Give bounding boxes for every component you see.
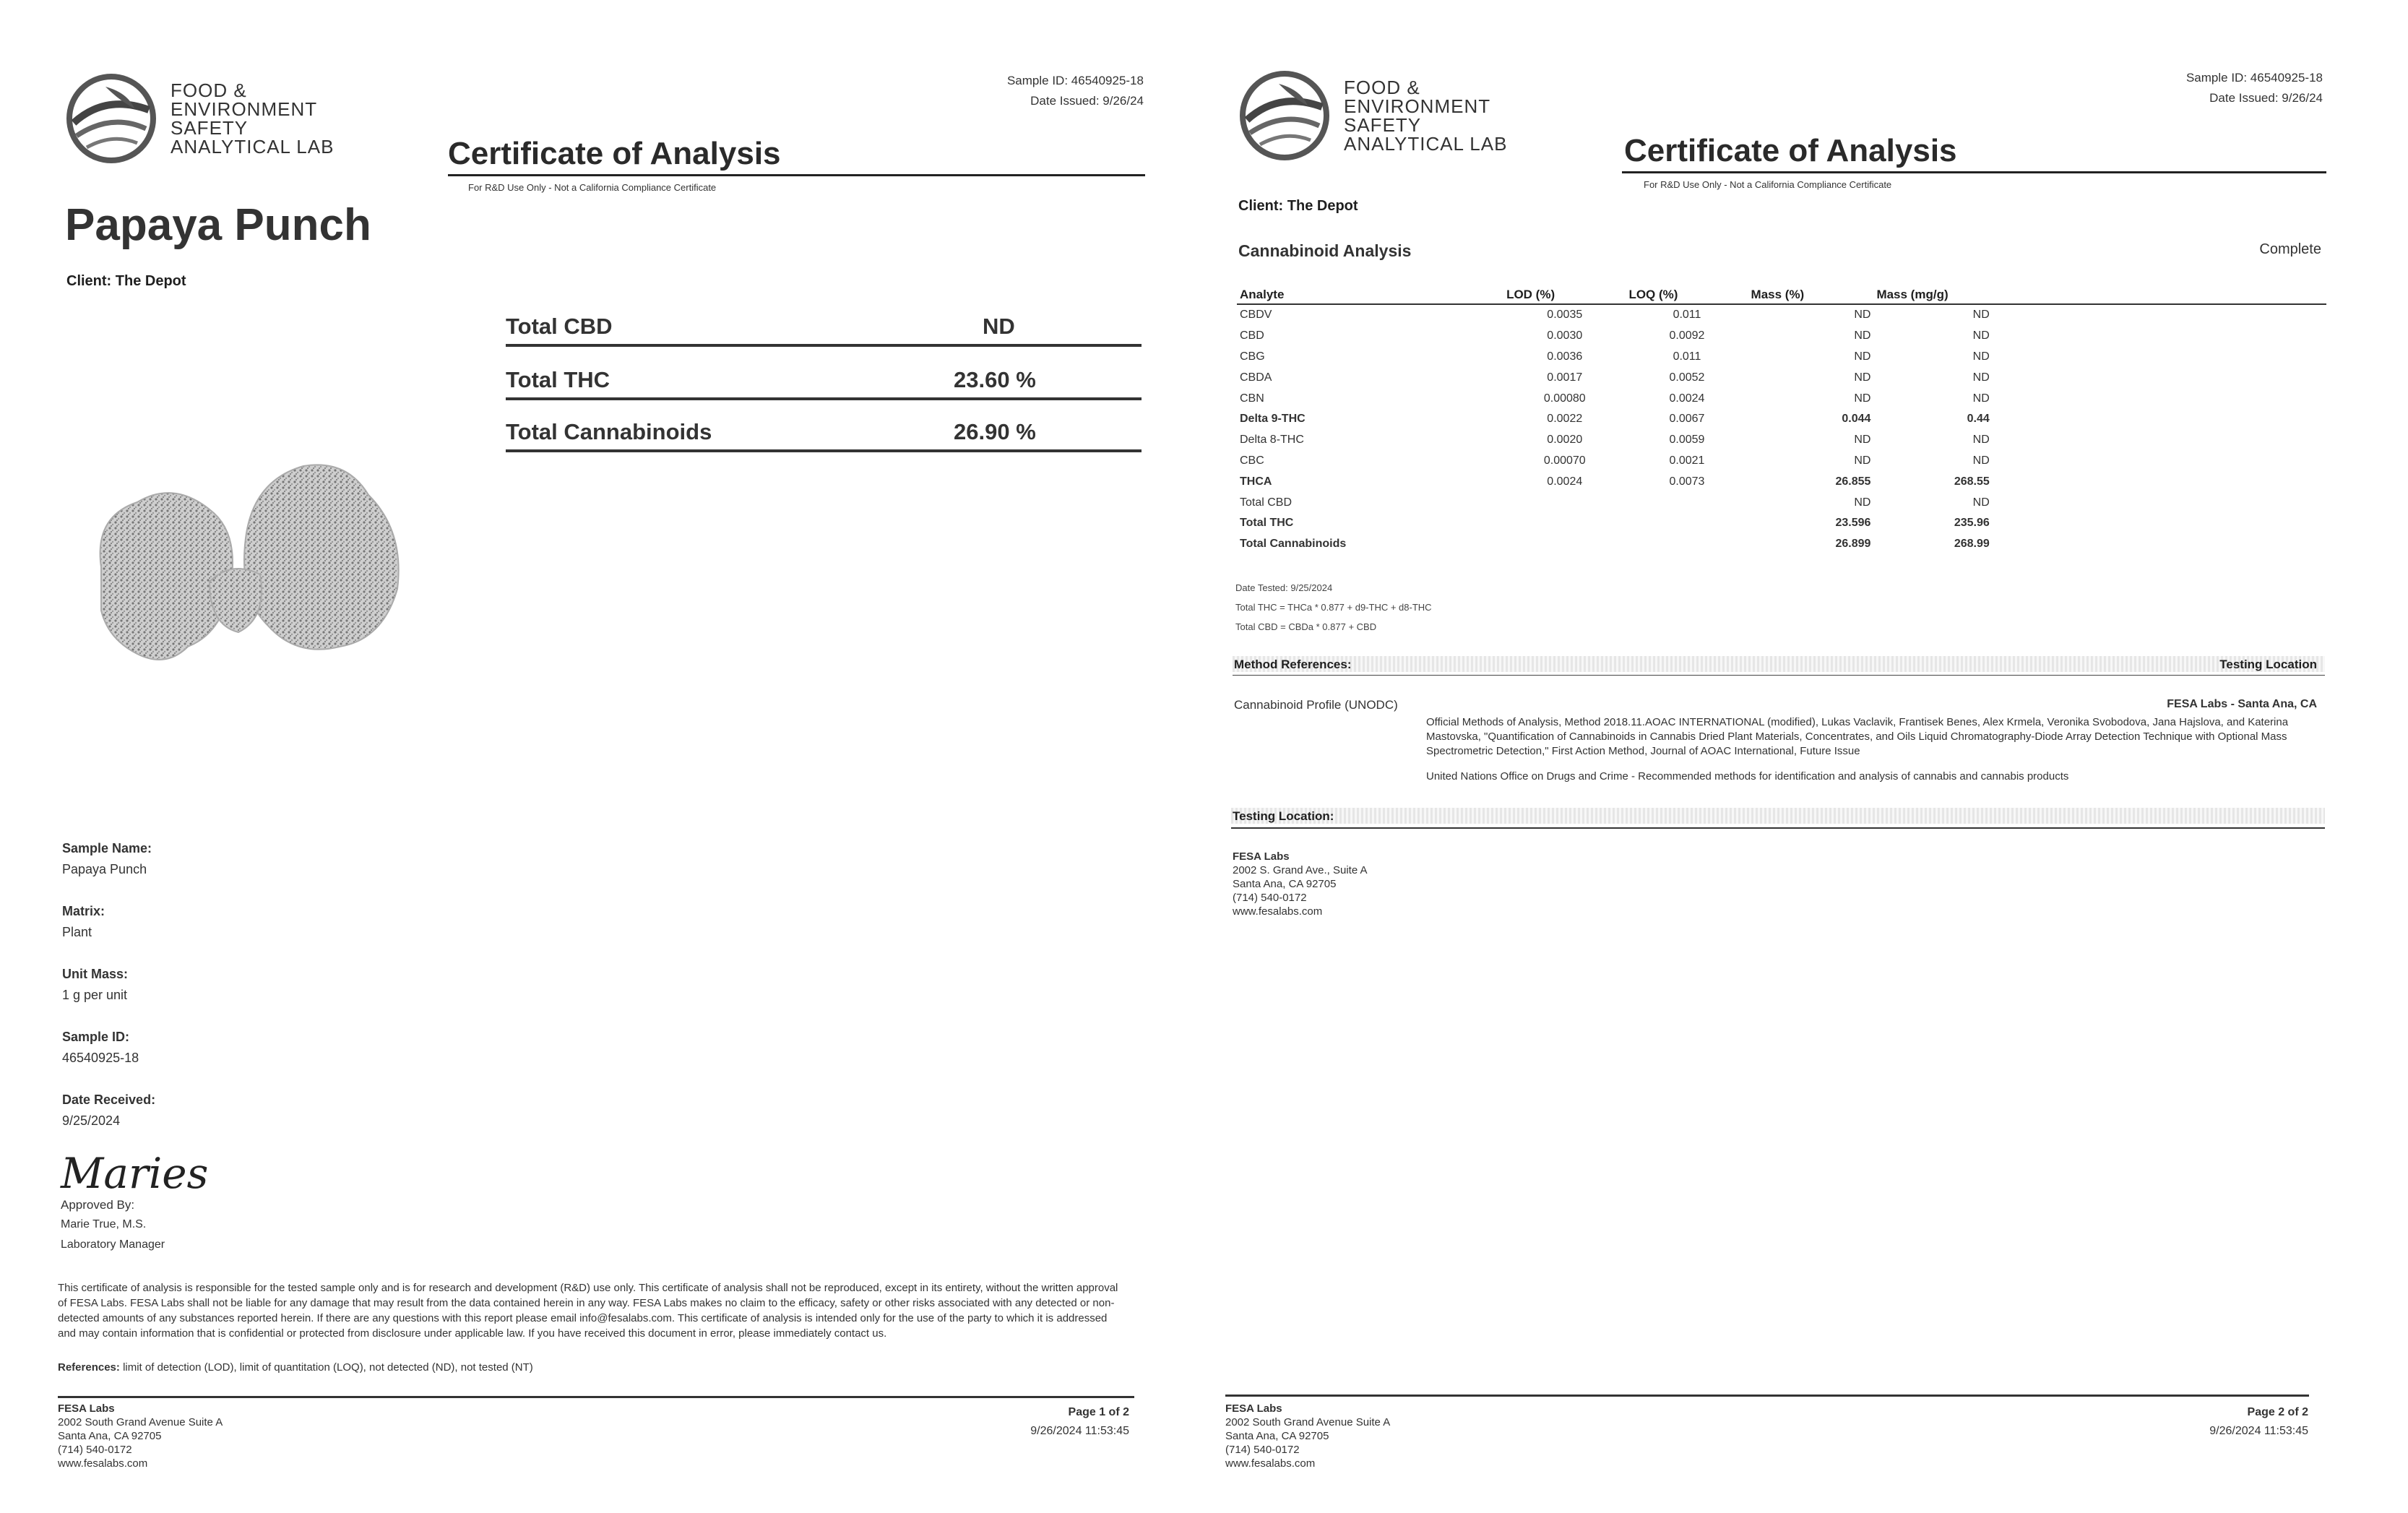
table-row <box>1237 367 2326 388</box>
lab-name-line: ANALYTICAL LAB <box>171 136 335 158</box>
cell-mass-mg: 235.96 <box>1954 517 1990 530</box>
cell-loq: 0.0067 <box>1669 413 1705 426</box>
approved-by-label: Approved By: <box>61 1198 135 1212</box>
table-row <box>1237 492 2326 513</box>
cell-mass-mg: ND <box>1972 434 1990 447</box>
page1-footer-right <box>1030 1403 1129 1441</box>
cell-analyte: Total Cannabinoids <box>1240 538 1347 551</box>
footer-phone: (714) 540-0172 <box>1225 1444 1300 1456</box>
method-name: Cannabinoid Profile (UNODC) <box>1234 698 1398 712</box>
testing-location-address <box>1233 850 1368 918</box>
method-location: FESA Labs - Santa Ana, CA <box>2167 698 2317 710</box>
table-row <box>1237 326 2326 347</box>
cannabinoid-table <box>1237 286 2326 555</box>
cell-analyte: Total CBD <box>1240 496 1293 509</box>
lab-name <box>171 81 334 156</box>
testing-location-section: Testing Location: <box>1233 809 1334 823</box>
lab-name-line: SAFETY <box>1344 114 1422 136</box>
page-subtitle: For R&D Use Only - Not a California Compliance Certificate <box>1644 179 1892 190</box>
field-label: Sample Name: <box>62 841 152 855</box>
page1-meta <box>855 71 1144 111</box>
field-sample-id <box>62 1030 351 1092</box>
field-value: 1 g per unit <box>62 988 128 1002</box>
page2-footer-right <box>2209 1403 2308 1441</box>
lab-logo <box>1235 69 1507 162</box>
cell-spacer <box>1993 471 2326 492</box>
summary-row-total-thc <box>506 357 1142 400</box>
cell-analyte: CBC <box>1240 454 1264 467</box>
table-header-row <box>1237 286 2326 304</box>
page-number: Page 2 of 2 <box>2247 1406 2308 1418</box>
testing-location-label: Testing Location <box>2219 658 2317 671</box>
summary-label: Total CBD <box>506 314 613 339</box>
approver-name: Marie True, M.S. <box>61 1218 147 1230</box>
cell-loq: 0.0092 <box>1669 329 1705 342</box>
field-sample-name <box>62 841 351 904</box>
field-value: 9/25/2024 <box>62 1113 121 1128</box>
lab-name-line: FOOD & <box>1344 77 1420 98</box>
lab-name-line: ANALYTICAL LAB <box>1344 133 1508 155</box>
client-line: Client: The Depot <box>1238 198 1358 214</box>
field-label: Date Received: <box>62 1092 156 1107</box>
references-label: References: <box>58 1361 120 1374</box>
cell-mass-pct: ND <box>1854 434 1871 447</box>
cell-mass-pct: ND <box>1854 371 1871 384</box>
footer-address: 2002 South Grand Avenue Suite A <box>58 1416 223 1428</box>
cell-lod: 0.00080 <box>1543 392 1586 405</box>
cell-spacer <box>1993 326 2326 347</box>
cell-mass-mg: ND <box>1972 496 1990 509</box>
method-citation: Official Methods of Analysis, Method 2018.11.AOAC INTERNATIONAL (modified), Lukas Vaclavik, Frantisek Benes, Alex Krmela, Veronika Svobodova, Jana Hajslova, and Katerina Mastovska, "Quantification of Cannabinoids in Cannabis Dried Plant Materials, Concentrates, and Oils Liquid Chromatography-Diode Array Detection Technique with Optional Mass Spectrometric Detection," First Action Method, Journal of AOAC International, Future Issue <box>1426 716 2289 757</box>
cell-spacer <box>1993 388 2326 409</box>
field-matrix <box>62 904 351 967</box>
footer-timestamp: 9/26/2024 11:53:45 <box>1030 1425 1129 1437</box>
footer-phone: (714) 540-0172 <box>58 1444 132 1456</box>
cell-mass-mg: ND <box>1972 371 1990 384</box>
cell-loq: 0.0021 <box>1669 454 1705 467</box>
column-header: Mass (mg/g) <box>1873 286 1992 304</box>
column-header: Mass (%) <box>1748 286 1874 304</box>
summary-value: ND <box>983 314 1015 339</box>
method-references-rule <box>1233 675 2325 676</box>
location-phone: (714) 540-0172 <box>1233 892 1307 904</box>
disclaimer: This certificate of analysis is responsible for the tested sample only and is for research and development (R&D) use only. This certificate of analysis shall not be reproduced, except in its entirety, without the written approval of FESA Labs. FESA Labs shall not be liable for any damage that may result from the data contained herein in any way. FESA Labs makes no claim to the efficacy, safety or other risks associated with any detected or non-detected amounts of any substances reported herein. If there are any questions with this report please email info@fesalabs.com. This certificate of analysis is intended only for the use of the party to which it is addressed and may contain information that is confidential or protected from disclosure under applicable law. If you have received this document in error, please immediately contact us. <box>58 1282 1118 1340</box>
cell-mass-mg: ND <box>1972 350 1990 363</box>
footer-company: FESA Labs <box>1225 1402 1282 1415</box>
cell-mass-mg: ND <box>1972 329 1990 342</box>
cell-lod: 0.0036 <box>1547 350 1583 363</box>
summary-label: Total Cannabinoids <box>506 419 712 444</box>
cell-mass-pct: ND <box>1854 350 1871 363</box>
lab-name-line: FOOD & <box>171 79 247 101</box>
table-row <box>1237 347 2326 368</box>
summary-value: 23.60 % <box>954 367 1036 392</box>
location-web: www.fesalabs.com <box>1233 905 1323 918</box>
cell-mass-pct: 26.899 <box>1835 538 1871 551</box>
cell-spacer <box>1993 451 2326 472</box>
sample-fields <box>62 841 351 1155</box>
section-title: Cannabinoid Analysis <box>1238 241 1412 260</box>
cell-lod: 0.0030 <box>1547 329 1583 342</box>
table-row <box>1237 430 2326 451</box>
cell-analyte: CBDA <box>1240 371 1272 384</box>
references-text: limit of detection (LOD), limit of quantitation (LOQ), not detected (ND), not tested (NT) <box>123 1361 533 1374</box>
cell-loq <box>1626 513 1748 534</box>
method-unodc: United Nations Office on Drugs and Crime - Recommended methods for identification and analysis of cannabis and cannabis products <box>1426 770 2069 783</box>
cell-mass-mg: 0.44 <box>1967 413 1990 426</box>
footer-web: www.fesalabs.com <box>58 1457 148 1470</box>
cell-lod: 0.0024 <box>1547 475 1583 488</box>
cell-lod <box>1503 492 1626 513</box>
field-date-received <box>62 1092 351 1155</box>
references <box>58 1360 1120 1375</box>
cell-loq: 0.0052 <box>1669 371 1705 384</box>
lab-logo-icon <box>62 72 160 165</box>
status-badge: Complete <box>2259 241 2321 257</box>
cell-mass-pct: ND <box>1854 309 1871 322</box>
method-references-band <box>1233 656 2325 672</box>
method-references-label: Method References: <box>1234 658 1352 671</box>
lab-name-line: SAFETY <box>171 117 249 139</box>
cell-lod <box>1503 534 1626 555</box>
cell-loq: 0.011 <box>1673 350 1701 363</box>
cell-analyte: Total THC <box>1240 517 1294 530</box>
footer-address: Santa Ana, CA 92705 <box>58 1430 162 1442</box>
cell-mass-pct: ND <box>1854 329 1871 342</box>
lab-name <box>1344 78 1507 153</box>
field-label: Matrix: <box>62 904 105 918</box>
cell-lod: 0.00070 <box>1543 454 1586 467</box>
page2-meta <box>2034 68 2323 108</box>
cell-spacer <box>1993 492 2326 513</box>
cell-mass-mg: ND <box>1972 454 1990 467</box>
cell-mass-mg: 268.55 <box>1954 475 1990 488</box>
location-address: Santa Ana, CA 92705 <box>1233 878 1337 890</box>
client-line: Client: The Depot <box>66 273 186 289</box>
field-label: Sample ID: <box>62 1030 130 1044</box>
cell-spacer <box>1993 367 2326 388</box>
cell-mass-mg: ND <box>1972 309 1990 322</box>
sample-id-line: Sample ID: 46540925-18 <box>2185 71 2323 85</box>
cell-loq: 0.0059 <box>1669 434 1705 447</box>
sample-id-line: Sample ID: 46540925-18 <box>1006 74 1144 87</box>
table-row <box>1237 409 2326 430</box>
cell-spacer <box>1993 513 2326 534</box>
footer-rule <box>1225 1395 2309 1397</box>
test-notes <box>1235 578 1432 637</box>
testing-location-rule <box>1231 827 2325 829</box>
formula-total-thc: Total THC = THCa * 0.877 + d9-THC + d8-THC <box>1235 602 1432 613</box>
field-value: 46540925-18 <box>62 1051 139 1065</box>
cell-loq <box>1626 492 1748 513</box>
footer-timestamp: 9/26/2024 11:53:45 <box>2209 1425 2308 1437</box>
field-label: Unit Mass: <box>62 967 129 981</box>
summary-row-total-cbd <box>506 303 1142 347</box>
cell-mass-pct: 26.855 <box>1835 475 1871 488</box>
location-name: FESA Labs <box>1233 850 1290 863</box>
cell-analyte: CBN <box>1240 392 1264 405</box>
cell-spacer <box>1993 430 2326 451</box>
title-rule <box>1622 171 2326 173</box>
product-photo <box>79 452 419 697</box>
page2-footer-address <box>1225 1402 1390 1470</box>
cell-spacer <box>1993 409 2326 430</box>
lab-name-line: ENVIRONMENT <box>171 98 318 120</box>
cell-spacer <box>1993 347 2326 368</box>
cell-loq: 0.011 <box>1673 309 1701 322</box>
lab-name-line: ENVIRONMENT <box>1344 95 1491 117</box>
table-row <box>1237 304 2326 326</box>
location-address: 2002 S. Grand Ave., Suite A <box>1233 864 1368 876</box>
cell-mass-pct: ND <box>1854 392 1871 405</box>
column-header-spacer <box>1993 286 2326 304</box>
cell-analyte: THCA <box>1240 475 1272 488</box>
table-row <box>1237 388 2326 409</box>
cell-analyte: Delta 8-THC <box>1240 434 1304 447</box>
cell-lod: 0.0022 <box>1547 413 1583 426</box>
column-header: LOD (%) <box>1503 286 1626 304</box>
table-row <box>1237 451 2326 472</box>
summary-label: Total THC <box>506 367 610 392</box>
page-number: Page 1 of 2 <box>1068 1406 1129 1418</box>
page-title: Certificate of Analysis <box>448 136 781 171</box>
field-unit-mass <box>62 967 351 1030</box>
cell-mass-pct: 23.596 <box>1835 517 1871 530</box>
formula-total-cbd: Total CBD = CBDa * 0.877 + CBD <box>1235 621 1377 632</box>
column-header: Analyte <box>1237 286 1503 304</box>
column-header: LOQ (%) <box>1626 286 1748 304</box>
field-value: Papaya Punch <box>62 862 147 876</box>
cell-spacer <box>1993 534 2326 555</box>
footer-company: FESA Labs <box>58 1402 115 1415</box>
cell-lod <box>1503 513 1626 534</box>
cell-mass-pct: ND <box>1854 496 1871 509</box>
cell-mass-mg: 268.99 <box>1954 538 1990 551</box>
cell-lod: 0.0017 <box>1547 371 1583 384</box>
lab-logo <box>62 72 334 165</box>
product-name: Papaya Punch <box>65 200 371 250</box>
cell-lod: 0.0035 <box>1547 309 1583 322</box>
title-rule <box>448 174 1145 176</box>
cell-loq: 0.0024 <box>1669 392 1705 405</box>
footer-address: 2002 South Grand Avenue Suite A <box>1225 1416 1391 1428</box>
cell-loq <box>1626 534 1748 555</box>
signature: Maries <box>61 1149 209 1198</box>
cell-analyte: CBG <box>1240 350 1265 363</box>
cell-mass-pct: ND <box>1854 454 1871 467</box>
cell-analyte: CBDV <box>1240 309 1272 322</box>
cell-mass-mg: ND <box>1972 392 1990 405</box>
cell-analyte: Delta 9-THC <box>1240 413 1306 426</box>
date-tested: Date Tested: 9/25/2024 <box>1235 582 1333 593</box>
page1-footer-address <box>58 1402 223 1470</box>
table-row <box>1237 471 2326 492</box>
date-issued-line: Date Issued: 9/26/24 <box>1030 94 1144 108</box>
cell-mass-pct: 0.044 <box>1842 413 1871 426</box>
lab-logo-icon <box>1235 69 1334 162</box>
page-title: Certificate of Analysis <box>1624 133 1957 168</box>
field-value: Plant <box>62 925 92 939</box>
footer-address: Santa Ana, CA 92705 <box>1225 1430 1329 1442</box>
summary-row-total-cannabinoids <box>506 409 1142 452</box>
table-body <box>1237 304 2326 555</box>
footer-rule <box>58 1396 1134 1398</box>
testing-location-band <box>1231 808 2325 824</box>
footer-web: www.fesalabs.com <box>1225 1457 1316 1470</box>
cell-loq: 0.0073 <box>1669 475 1705 488</box>
cell-lod: 0.0020 <box>1547 434 1583 447</box>
table-row <box>1237 513 2326 534</box>
page-subtitle: For R&D Use Only - Not a California Compliance Certificate <box>468 182 717 193</box>
table-row <box>1237 534 2326 555</box>
cell-analyte: CBD <box>1240 329 1264 342</box>
date-issued-line: Date Issued: 9/26/24 <box>2209 91 2323 105</box>
approver-title: Laboratory Manager <box>61 1238 165 1251</box>
cell-spacer <box>1993 304 2326 326</box>
summary-value: 26.90 % <box>954 419 1036 444</box>
